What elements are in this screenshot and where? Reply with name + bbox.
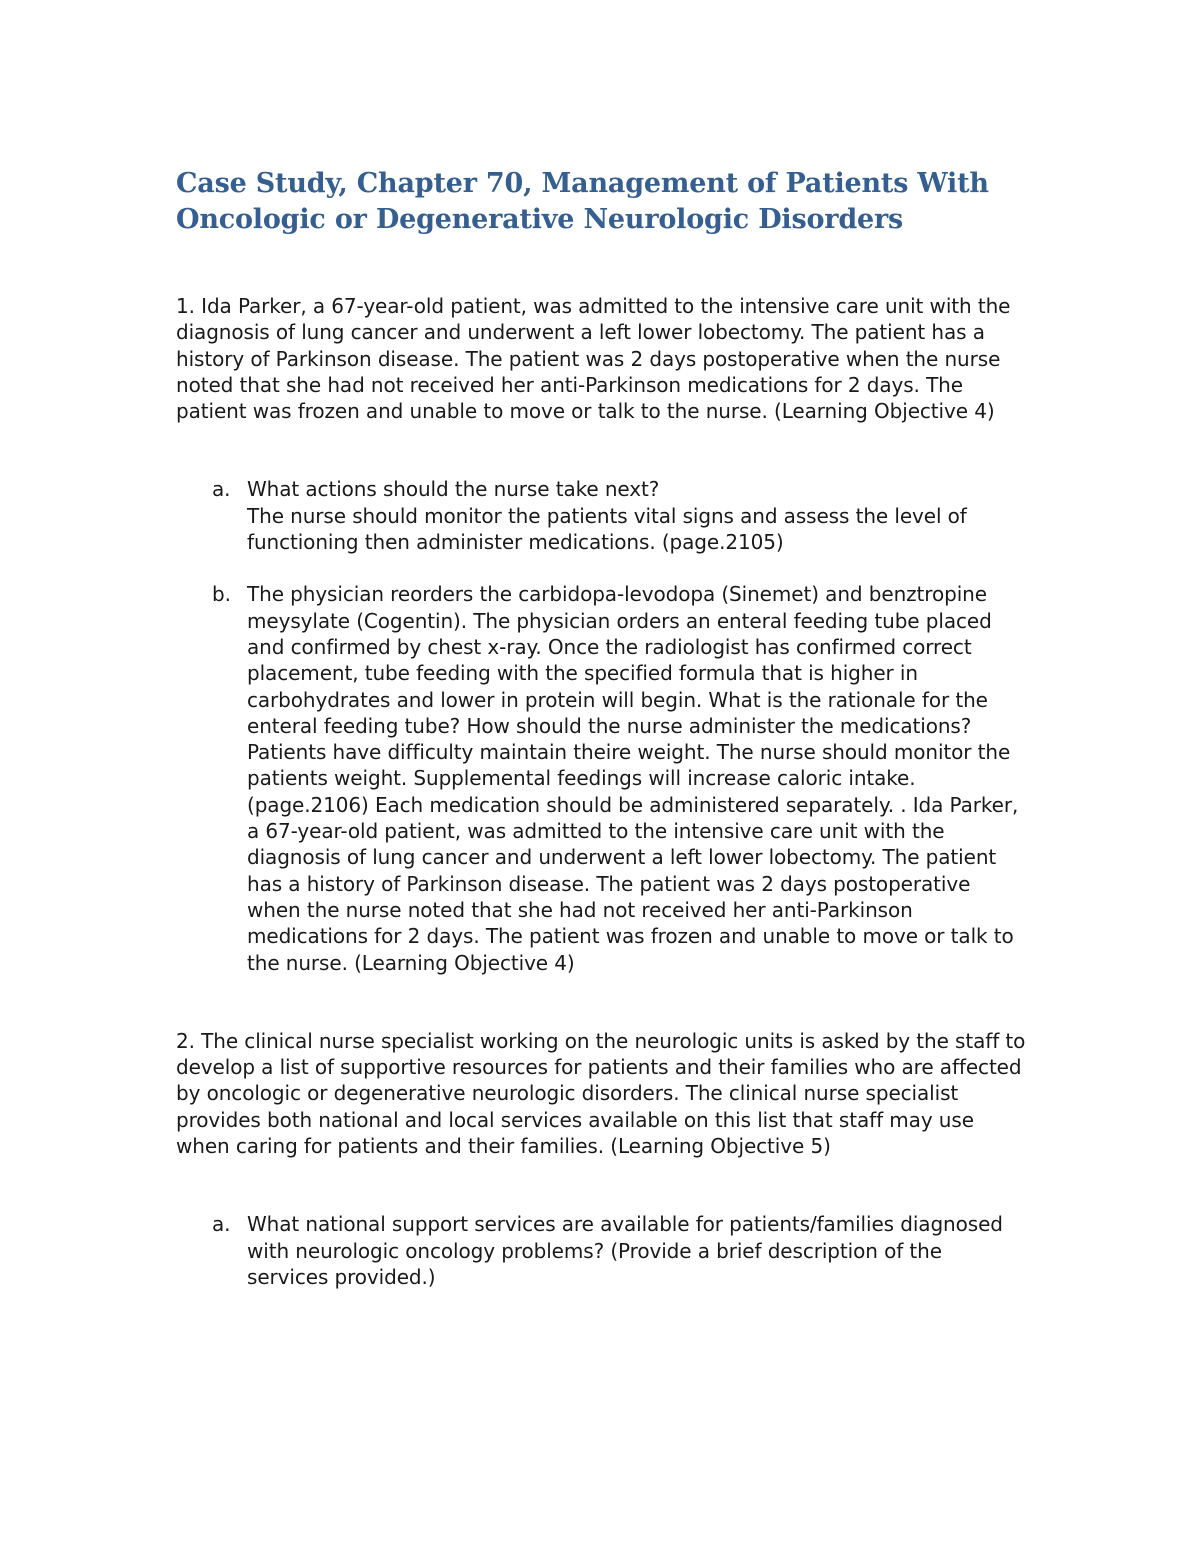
question-1a-answer: The nurse should monitor the patients vital signs and assess the level of functioning then administer medications. (page.2105) [247, 503, 967, 555]
question-1b-prompt: The physician reorders the carbidopa-levodopa (Sinemet) and benztropine meysylate (Cogentin). The physician orders an enteral feeding tube placed and confirmed by chest x-ray. Once the radiologist has confirmed correct placement, tube feeding with the specified formula that is higher in carbohydrates and lower in protein will begin. What is the rationale for the enteral feeding tube? How should the nurse administer the medications? [247, 582, 992, 738]
list-marker-a: a. [212, 1212, 231, 1237]
question-1a [176, 476, 1027, 555]
question-1-text: 1. Ida Parker, a 67-year-old patient, was admitted to the intensive care unit with the diagnosis of lung cancer and underwent a left lower lobectomy. The patient has a history of Parkinson disease. The patient was 2 days postoperative when the nurse noted that she had not received her anti-Parkinson medications for 2 days. The patient was frozen and unable to move or talk to the nurse. (Learning Objective 4) [176, 294, 1011, 424]
question-2a-prompt: What national support services are available for patients/families diagnosed with neurologic oncology problems? (Provide a brief description of the services provided.) [247, 1212, 1003, 1289]
question-2-subquestions [176, 1211, 1036, 1290]
document-title: Case Study, Chapter 70, Management of Patients With Oncologic or Degenerative Neurologic Disorders [176, 168, 989, 235]
list-marker-b: b. [212, 582, 231, 607]
question-1-subquestions [176, 476, 1036, 975]
question-1b [176, 581, 1027, 975]
question-2-text: 2. The clinical nurse specialist working on the neurologic units is asked by the staff to develop a list of supportive resources for patients and their families who are affected by oncologic or degenerative neurologic disorders. The clinical nurse specialist provides both national and local services available on this list that staff may use when caring for patients and their families. (Learning Objective 5) [176, 1028, 1026, 1159]
document-content [176, 166, 1036, 1290]
question-1b-answer: Patients have difficulty maintain theire weight. The nurse should monitor the patients weight. Supplemental feedings will increase caloric intake. (page.2106) Each medication should be administered separately. . Ida Parker, a 67-year-old patient, was admitted to the intensive care unit with the diagnosis of lung cancer and underwent a left lower lobectomy. The patient has a history of Parkinson disease. The patient was 2 days postoperative when the nurse noted that she had not received her anti-Parkinson medications for 2 days. The patient was frozen and unable to move or talk to the nurse. (Learning Objective 4) [247, 740, 1019, 975]
list-marker-a: a. [212, 477, 231, 502]
question-1a-prompt: What actions should the nurse take next? [247, 477, 660, 502]
question-2a [176, 1211, 1027, 1290]
